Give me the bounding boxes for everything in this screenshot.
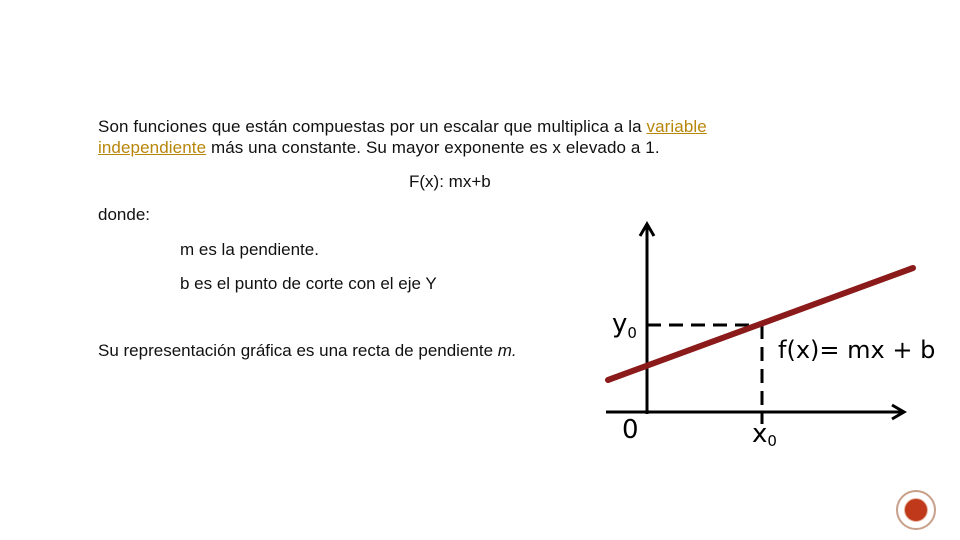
donde-label: donde:: [98, 205, 150, 224]
description-text-start: Son funciones que están compuestas por un escalar que multiplica a la: [98, 117, 647, 136]
y0-subscript: 0: [627, 324, 637, 342]
linear-function-graph: [596, 214, 956, 454]
y0-label: $y_0$: [612, 309, 637, 342]
x0-label: x0: [752, 419, 777, 450]
representation-text: [98, 341, 517, 361]
representation-main: Su representación gráfica es una recta de pendiente: [98, 341, 498, 360]
x0-subscript: 0: [767, 432, 777, 450]
description-paragraph: [98, 116, 818, 158]
badge-inner-circle: [904, 498, 928, 522]
definition-b: b es el punto de corte con el eje Y: [180, 274, 437, 293]
definition-m: m es la pendiente.: [180, 240, 319, 259]
description-text-end: más una constante. Su mayor exponente es x elevado a 1.: [206, 138, 660, 157]
representation-emphasis: m.: [497, 341, 517, 360]
formula: F(x): mx+b: [409, 172, 491, 191]
function-label: f(x)= mx + b: [778, 336, 936, 364]
origin-label: 0: [622, 415, 639, 445]
variable-independiente-link[interactable]: variable independiente: [98, 117, 707, 157]
red-circle-badge-icon: [896, 490, 936, 530]
